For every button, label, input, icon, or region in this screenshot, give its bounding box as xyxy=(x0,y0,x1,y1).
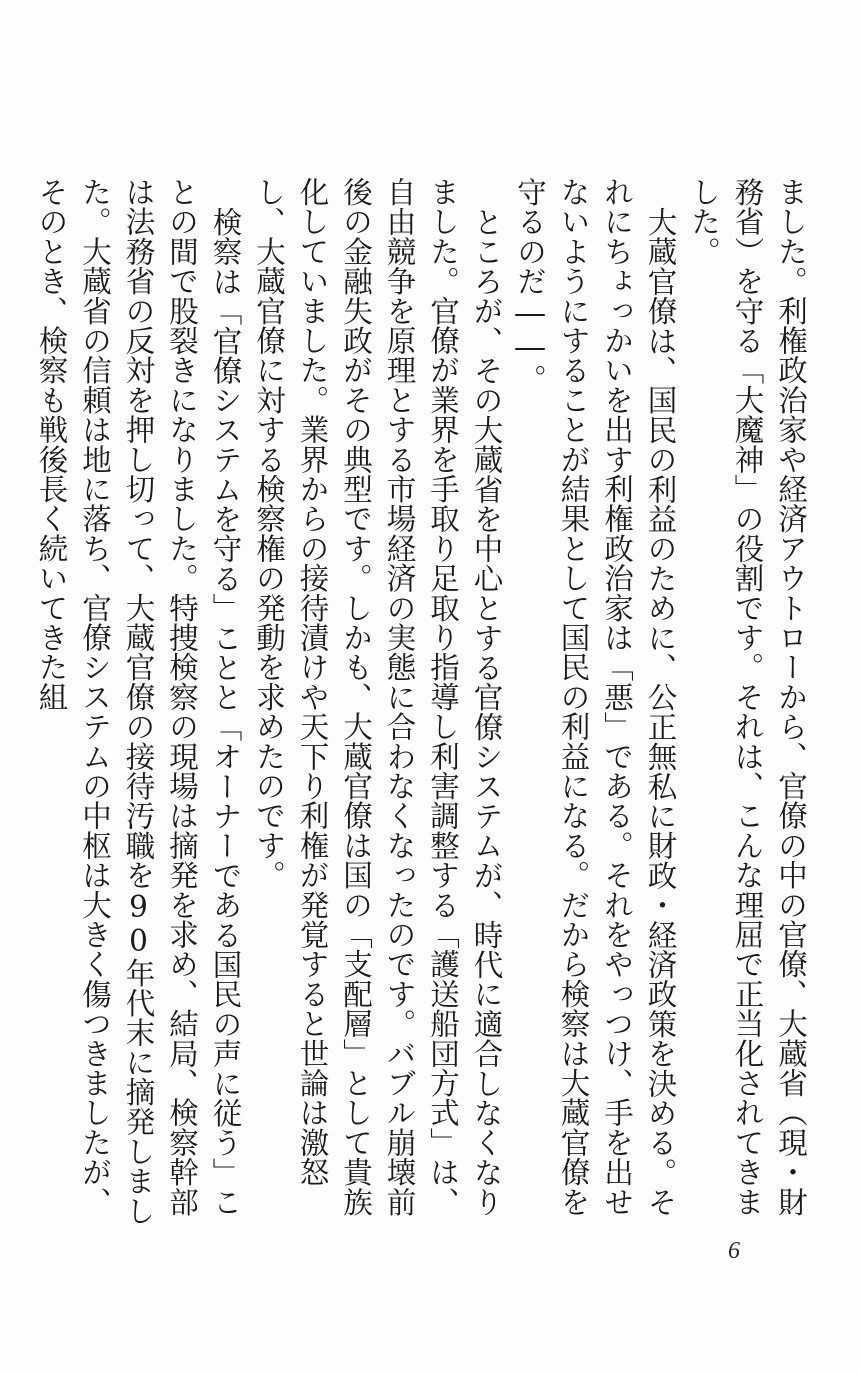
page-number: 6 xyxy=(728,1238,740,1264)
paragraph-4: 検察は「官僚システムを守る」ことと「オーナーである国民の声に従う」ことの間で股裂きになりました。特捜検察の現場は摘発を求め、結局、検察幹部は法務省の反対を押し切って、大蔵官僚の接待汚職を90年代末に摘発しました。大蔵省の信頼は地に落ち、官僚システムの中枢は大きく傷つきましたが、そのとき、検察も戦後長く続いてきた組 xyxy=(34,177,243,1226)
paragraph-3: ところが、その大蔵省を中心とする官僚システムが、時代に適合しなくなりました。官僚が業界を手取り足取り指導し利害調整する「護送船団方式」は、自由競争を原理とする市場経済の実態に合わなくなったのです。バブル崩壊前後の金融失政がその典型です。しかも、大蔵官僚は国の「支配層」として貴族化していました。業界からの接待漬けや天下り利権が発覚すると世論は激怒し、大蔵官僚に対する検察権の発動を求めたのです。 xyxy=(252,177,504,1217)
paragraph-1: ました。利権政治家や経済アウトローから、官僚の中の官僚、大蔵省（現・財務省）を守る「大魔神」の役割です。それは、こんな理屈で正当化されてきました。 xyxy=(687,177,808,1217)
vertical-body-text xyxy=(34,177,812,1237)
paragraph-2: 大蔵官僚は、国民の利益のために、公正無私に財政・経済政策を決める。それにちょっかいを出す利権政治家は「悪」である。それをやっつけ、手を出せないようにすることが結果として国民の利益になる。だから検察は大蔵官僚を守るのだ――。 xyxy=(513,177,678,1217)
